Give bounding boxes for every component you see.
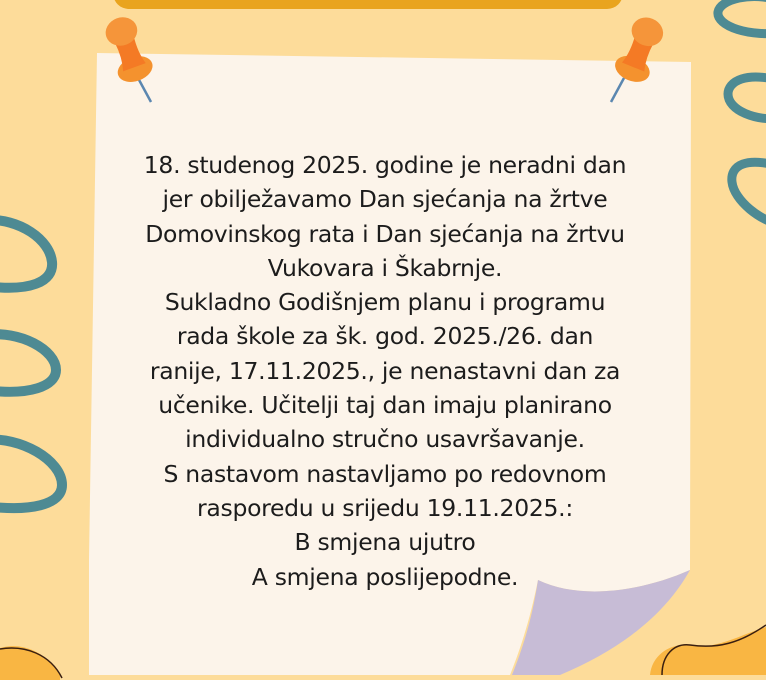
notice-line: 18. studenog 2025. godine je neradni dan — [143, 151, 627, 179]
notice-line: Domovinskog rata i Dan sjećanja na žrtvu — [145, 219, 625, 248]
bottom-right-blob-decoration — [640, 615, 766, 675]
notice-line: Sukladno Godišnjem planu i programu — [164, 288, 606, 317]
notice-line: individualno stručno usavršavanje. — [185, 425, 585, 454]
notice-line: ranije, 17.11.2025., je nenastavni dan za — [149, 356, 621, 385]
notice-line: S nastavom nastavljamo po redovnom — [163, 459, 607, 488]
shift-a-line: A smjena poslijepodne. — [251, 562, 519, 591]
notice-line: jer obilježavamo Dan sjećanja na žrtve — [162, 185, 608, 214]
pushpin-icon — [100, 10, 170, 105]
shift-b-line: B smjena ujutro — [294, 528, 476, 557]
notice-text — [100, 148, 670, 594]
notice-line: učenike. Učitelji taj dan imaju planirano — [158, 391, 612, 420]
notice-line: rada škole za šk. god. 2025./26. dan — [176, 322, 594, 351]
pushpin-icon — [598, 10, 678, 105]
notice-line: rasporedu u srijedu 19.11.2025.: — [197, 493, 573, 522]
notice-line: Vukovara i Škabrnje. — [267, 253, 503, 282]
